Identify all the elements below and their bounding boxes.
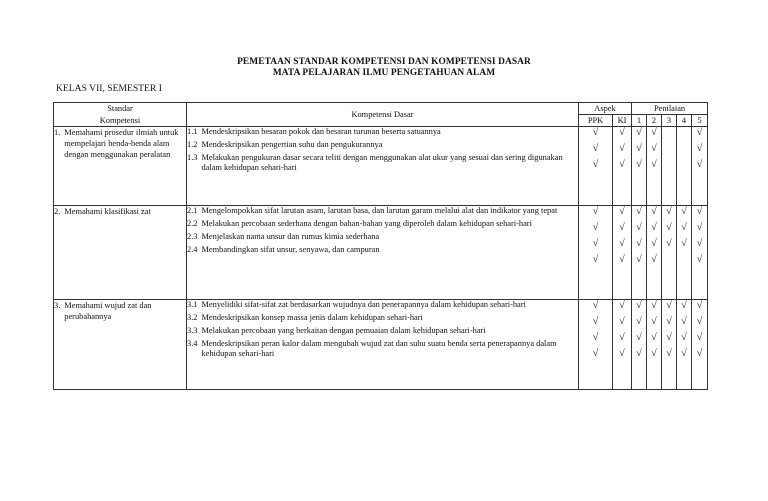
check-mark: √ <box>651 238 657 249</box>
check-mark: √ <box>619 206 625 217</box>
check-column-ppk <box>579 300 613 390</box>
check-mark <box>677 254 691 270</box>
check-mark: √ <box>696 238 703 249</box>
kompetensi-dasar-number: 3.2 <box>187 313 198 322</box>
kompetensi-dasar-number: 2.4 <box>187 245 198 254</box>
header-kompetensi-dasar: Kompetensi Dasar <box>187 103 579 127</box>
title-line-1: PEMETAAN STANDAR KOMPETENSI DAN KOMPETENSI DASAR <box>237 57 531 67</box>
header-standar-label: Standar <box>107 104 133 114</box>
check-mark: √ <box>696 206 703 217</box>
standar-kompetensi-cell <box>54 206 187 300</box>
check-mark: √ <box>636 332 642 343</box>
check-mark: √ <box>696 316 703 327</box>
kompetensi-dasar-number: 2.1 <box>187 206 198 215</box>
header-penilaian: Penilaian <box>632 103 708 115</box>
check-column-penilaian-5 <box>692 127 708 206</box>
check-mark: √ <box>636 300 642 311</box>
check-mark: √ <box>651 222 657 233</box>
kompetensi-dasar-item <box>187 300 578 310</box>
kompetensi-dasar-text: Melakukan percobaan yang berkaitan dengan pemuaian dalam kehidupan sehari-hari <box>201 326 486 335</box>
check-mark: √ <box>666 238 672 249</box>
document-title <box>0 57 768 79</box>
standar-kompetensi-text: Memahami prosedur ilmiah untuk mempelajari benda-benda alam dengan menggunakan peralatan <box>64 128 179 159</box>
check-mark: √ <box>592 254 599 265</box>
check-mark: √ <box>681 300 687 311</box>
kompetensi-dasar-item <box>187 206 578 216</box>
check-mark: √ <box>651 348 657 359</box>
check-column-ki <box>613 127 632 206</box>
header-penilaian-1: 1 <box>632 115 647 127</box>
check-mark: √ <box>619 316 625 327</box>
kompetensi-dasar-item <box>187 127 578 137</box>
kompetensi-dasar-number: 3.3 <box>187 326 198 335</box>
check-mark <box>677 127 691 143</box>
standar-kompetensi-cell <box>54 127 187 206</box>
check-mark: √ <box>651 300 657 311</box>
kompetensi-dasar-text: Menjelaskan nama unsur dan rumus kimia sederhana <box>201 232 380 241</box>
check-column-penilaian-4 <box>677 206 692 300</box>
check-mark: √ <box>619 127 625 138</box>
kompetensi-dasar-item <box>187 339 578 359</box>
table-row <box>54 300 708 390</box>
standar-kompetensi-number: 2. <box>54 207 61 216</box>
kompetensi-dasar-number: 1.3 <box>187 153 198 162</box>
check-mark: √ <box>666 348 672 359</box>
check-mark: √ <box>681 206 687 217</box>
check-mark: √ <box>592 222 599 233</box>
check-column-penilaian-2 <box>647 206 662 300</box>
check-mark <box>662 143 676 159</box>
header-penilaian-5: 5 <box>692 115 708 127</box>
kompetensi-dasar-number: 1.1 <box>187 127 198 136</box>
class-semester-label: KELAS VII, SEMESTER I <box>56 83 162 94</box>
check-column-penilaian-2 <box>647 300 662 390</box>
check-mark: √ <box>666 222 672 233</box>
check-mark: √ <box>619 332 625 343</box>
standar-kompetensi-number: 3. <box>54 301 61 310</box>
check-column-penilaian-5 <box>692 206 708 300</box>
check-mark: √ <box>592 143 599 154</box>
check-mark: √ <box>696 127 703 138</box>
kompetensi-dasar-text: Mendeskripsikan pengertian suhu dan pengukurannya <box>201 140 383 149</box>
check-mark: √ <box>696 300 703 311</box>
title-line-2: MATA PELAJARAN ILMU PENGETAHUAN ALAM <box>272 68 496 78</box>
check-mark: √ <box>619 143 625 154</box>
check-mark <box>677 143 691 159</box>
table-row <box>54 127 708 206</box>
kompetensi-dasar-item <box>187 140 578 150</box>
check-column-ppk <box>579 206 613 300</box>
check-mark <box>677 159 691 175</box>
header-ki: KI <box>613 115 632 127</box>
kompetensi-dasar-cell <box>187 300 579 390</box>
kompetensi-dasar-item <box>187 313 578 323</box>
check-column-penilaian-3 <box>662 206 677 300</box>
check-column-penilaian-1 <box>632 127 647 206</box>
kompetensi-dasar-item <box>187 245 578 255</box>
check-mark: √ <box>592 159 599 170</box>
kompetensi-dasar-text: Melakukan percobaan sederhana dengan bahan-bahan yang diperoleh dalam kehidupan sehari-hari <box>201 219 532 228</box>
check-mark: √ <box>636 316 642 327</box>
check-mark: √ <box>651 254 657 265</box>
check-column-penilaian-3 <box>662 127 677 206</box>
check-mark: √ <box>636 127 642 138</box>
check-mark: √ <box>592 348 599 359</box>
check-mark: √ <box>681 332 687 343</box>
check-mark: √ <box>666 316 672 327</box>
check-mark: √ <box>651 316 657 327</box>
kompetensi-dasar-number: 2.3 <box>187 232 198 241</box>
check-mark: √ <box>619 238 625 249</box>
kompetensi-dasar-text: Mendeskripsikan konsep massa jenis dalam kehidupan sehari-hari <box>201 313 423 322</box>
check-mark: √ <box>696 332 703 343</box>
kompetensi-dasar-item <box>187 219 578 229</box>
check-column-ppk <box>579 127 613 206</box>
check-mark: √ <box>636 222 642 233</box>
kompetensi-dasar-number: 3.4 <box>187 339 198 348</box>
check-mark: √ <box>592 127 599 138</box>
check-mark: √ <box>619 254 625 265</box>
check-mark: √ <box>666 300 672 311</box>
check-mark: √ <box>696 222 703 233</box>
check-mark: √ <box>681 348 687 359</box>
kompetensi-dasar-item <box>187 153 578 173</box>
kompetensi-dasar-cell <box>187 127 579 206</box>
check-mark: √ <box>592 238 599 249</box>
kompetensi-dasar-number: 1.2 <box>187 140 198 149</box>
check-mark: √ <box>696 143 703 154</box>
check-mark: √ <box>696 159 703 170</box>
header-kompetensi: Kompetensi <box>54 115 187 127</box>
kompetensi-dasar-text: Mengelompokkan sifat larutan asam, larutan basa, dan larutan garam melalui alat dan indikator yang tepat <box>201 206 558 215</box>
check-column-penilaian-5 <box>692 300 708 390</box>
check-column-penilaian-1 <box>632 300 647 390</box>
check-mark <box>662 127 676 143</box>
check-mark: √ <box>651 332 657 343</box>
check-mark: √ <box>636 254 642 265</box>
standar-kompetensi-cell <box>54 300 187 390</box>
check-mark: √ <box>619 348 625 359</box>
kompetensi-dasar-number: 2.2 <box>187 219 198 228</box>
check-mark: √ <box>619 159 625 170</box>
kompetensi-dasar-text: Menyelidiki sifat-sifat zat berdasarkan wujudnya dan penerapannya dalam kehidupan sehari-hari <box>201 300 526 309</box>
check-mark: √ <box>592 332 599 343</box>
check-column-ki <box>613 300 632 390</box>
header-penilaian-3: 3 <box>662 115 677 127</box>
check-mark: √ <box>636 348 642 359</box>
kompetensi-dasar-number: 3.1 <box>187 300 198 309</box>
check-mark: √ <box>651 127 657 138</box>
check-column-penilaian-4 <box>677 127 692 206</box>
check-mark: √ <box>636 206 642 217</box>
header-ppk: PPK <box>579 115 613 127</box>
table-row <box>54 206 708 300</box>
check-mark: √ <box>651 159 657 170</box>
check-mark: √ <box>636 159 642 170</box>
check-mark: √ <box>592 206 599 217</box>
check-mark: √ <box>636 238 642 249</box>
kompetensi-dasar-item <box>187 326 578 336</box>
check-column-penilaian-2 <box>647 127 662 206</box>
header-aspek: Aspek <box>579 103 632 115</box>
kompetensi-dasar-text: Melakukan pengukuran dasar secara teliti dengan menggunakan alat ukur yang sesuai dan sering digunakan dalam kehidupan sehari-hari <box>201 153 563 172</box>
check-column-penilaian-1 <box>632 206 647 300</box>
check-mark: √ <box>592 300 599 311</box>
header-standar <box>54 103 187 115</box>
check-mark: √ <box>619 300 625 311</box>
check-mark: √ <box>666 332 672 343</box>
table-body <box>54 127 708 390</box>
header-penilaian-2: 2 <box>647 115 662 127</box>
check-mark: √ <box>696 254 703 265</box>
standar-kompetensi-number: 1. <box>54 128 61 137</box>
check-mark: √ <box>651 206 657 217</box>
check-column-ki <box>613 206 632 300</box>
check-mark: √ <box>681 222 687 233</box>
check-mark: √ <box>666 206 672 217</box>
check-column-penilaian-4 <box>677 300 692 390</box>
kompetensi-dasar-item <box>187 232 578 242</box>
check-mark: √ <box>651 143 657 154</box>
check-mark: √ <box>619 222 625 233</box>
check-mark: √ <box>636 143 642 154</box>
kompetensi-dasar-text: Mendeskripsikan besaran pokok dan besaran turunan beserta satuannya <box>201 127 441 136</box>
check-mark: √ <box>592 316 599 327</box>
kompetensi-dasar-cell <box>187 206 579 300</box>
standar-kompetensi-text: Memahami wujud zat dan perubahannya <box>64 301 152 321</box>
check-column-penilaian-3 <box>662 300 677 390</box>
check-mark: √ <box>681 316 687 327</box>
check-mark <box>662 159 676 175</box>
competency-mapping-table <box>53 102 708 390</box>
check-mark: √ <box>696 348 703 359</box>
check-mark: √ <box>681 238 687 249</box>
kompetensi-dasar-text: Mendeskripsikan peran kalor dalam mengubah wujud zat dan suhu suatu benda serta penerapannya dalam kehidupan sehari-hari <box>201 339 557 358</box>
header-penilaian-4: 4 <box>677 115 692 127</box>
kompetensi-dasar-text: Membandingkan sifat unsur, senyawa, dan campuran <box>201 245 380 254</box>
check-mark <box>662 254 676 270</box>
standar-kompetensi-text: Memahami klasifikasi zat <box>64 207 151 216</box>
